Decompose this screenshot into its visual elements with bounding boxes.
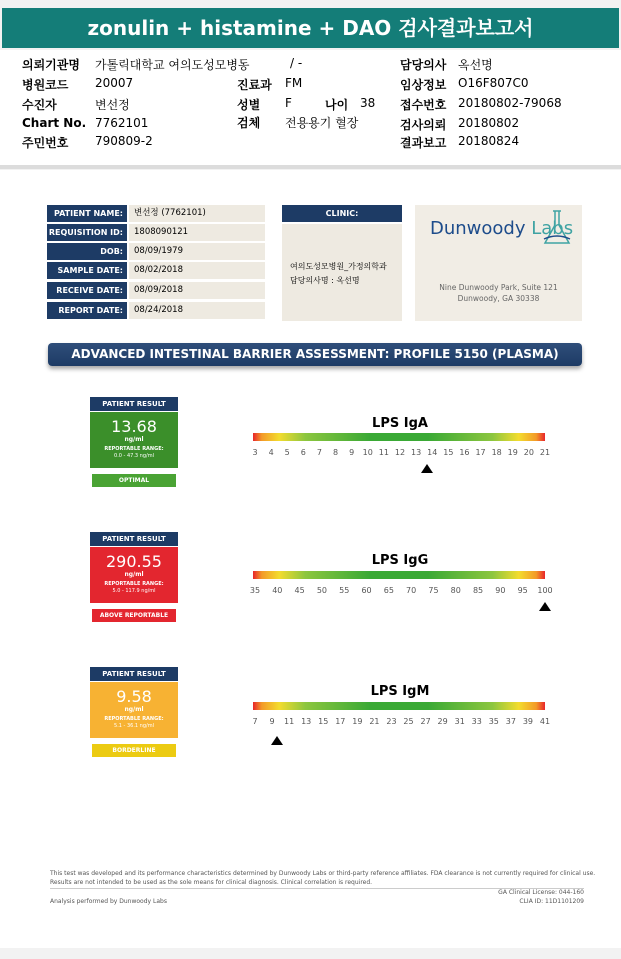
tick-label: 31 (454, 717, 465, 726)
tick-label: 7 (252, 717, 258, 726)
patient-name-value: 변선정 (7762101) (129, 205, 265, 222)
tick-label: 17 (475, 448, 486, 457)
result-header: PATIENT RESULT (90, 397, 178, 411)
institution-extra: / - (290, 56, 303, 70)
reportable-range-value: 5.0 - 117.9 ng/ml (112, 588, 156, 594)
patient-label: 수진자 (22, 98, 57, 112)
tick-label: 11 (378, 448, 389, 457)
gauge-lps-igm (250, 682, 550, 762)
tick-label: 29 (437, 717, 448, 726)
tick-label: 7 (316, 448, 322, 457)
gauge-title: LPS IgM (370, 684, 430, 699)
sample-date-label: SAMPLE DATE: (47, 262, 127, 279)
dob-value: 08/09/1979 (129, 243, 265, 260)
institution-value: 가톨릭대학교 여의도성모병동 (95, 58, 250, 72)
tick-label: 9 (349, 448, 355, 457)
lab-logo-sub: Labs (531, 218, 574, 239)
tick-label: 12 (394, 448, 406, 457)
tick-label: 41 (539, 717, 551, 726)
clinical-info-value: O16F807C0 (458, 76, 529, 90)
result-header: PATIENT RESULT (90, 532, 178, 546)
clinic-box (282, 224, 402, 321)
tick-label: 9 (269, 717, 275, 726)
result-value: 13.68 (111, 417, 157, 436)
lab-report-page (0, 170, 621, 948)
department-value: FM (285, 76, 303, 90)
result-value: 9.58 (116, 687, 152, 706)
sample-date-value: 08/02/2018 (129, 262, 265, 279)
tick-label: 70 (406, 586, 417, 595)
tick-label: 100 (537, 586, 553, 595)
result-value-box (90, 412, 178, 468)
lab-address-line1: Nine Dunwoody Park, Suite 121 (439, 283, 558, 292)
sex-value: F (285, 96, 292, 110)
disclaimer-line2: Results are not intended to be used as the sole means for clinical diagnosis. Clinical correlation is required. (50, 879, 373, 886)
assessment-banner: ADVANCED INTESTINAL BARRIER ASSESSMENT: PROFILE 5150 (PLASMA) (48, 343, 582, 366)
tick-label: 65 (383, 586, 394, 595)
reportable-range-label: REPORTABLE RANGE: (104, 716, 164, 722)
lab-logo-main: Dunwoody (430, 218, 526, 239)
result-unit: ng/ml (124, 571, 144, 578)
institution-label: 의뢰기관명 (22, 58, 80, 72)
doctor-label: 담당의사 (400, 58, 447, 72)
tick-label: 50 (316, 586, 328, 595)
tick-label: 21 (369, 717, 380, 726)
gauge-bar (253, 571, 545, 579)
tick-label: 11 (284, 717, 295, 726)
performed-by: Analysis performed by Dunwoody Labs (50, 898, 167, 905)
receipt-no-value: 20180802-79068 (458, 96, 562, 110)
department-label: 진료과 (237, 78, 272, 92)
result-marker (421, 464, 433, 473)
flask-icon (542, 209, 572, 247)
result-value-box (90, 682, 178, 738)
reportable-range-value: 5.1 - 36.1 ng/ml (114, 723, 154, 729)
tick-label: 13 (301, 717, 312, 726)
result-unit: ng/ml (124, 436, 144, 443)
tick-label: 21 (539, 448, 551, 457)
tick-label: 17 (335, 717, 346, 726)
sex-label: 성별 (237, 98, 261, 112)
specimen-value: 전용용기 혈장 (285, 116, 359, 130)
ssn-value: 790809-2 (95, 134, 153, 148)
tick-label: 8 (333, 448, 339, 457)
request-label: 검사의뢰 (400, 118, 447, 132)
clinic-doctor: 담당의사명 : 옥선명 (290, 276, 360, 285)
result-status: BORDERLINE (92, 744, 176, 757)
report-header (0, 50, 621, 165)
tick-label: 35 (249, 586, 261, 595)
gauge-bar (253, 433, 545, 441)
result-card-lps-iga (90, 397, 178, 489)
ssn-label: 주민번호 (22, 136, 69, 150)
tick-label: 95 (517, 586, 528, 595)
receive-date-value: 08/09/2018 (129, 282, 265, 299)
license-line1: GA Clinical License: 044-160 (498, 889, 584, 896)
reportable-range-label: REPORTABLE RANGE: (104, 581, 164, 587)
gauge-bar (253, 702, 545, 710)
result-status: OPTIMAL (92, 474, 176, 487)
receive-date-label: RECEIVE DATE: (47, 282, 127, 299)
result-card-lps-igm (90, 667, 178, 759)
tick-label: 75 (428, 586, 439, 595)
tick-label: 27 (420, 717, 431, 726)
gauge-lps-igg (249, 549, 553, 629)
hospital-code-label: 병원코드 (22, 78, 69, 92)
report-title: zonulin + histamine + DAO 검사결과보고서 (2, 8, 619, 48)
tick-label: 18 (491, 448, 502, 457)
request-value: 20180802 (458, 116, 520, 130)
disclaimer-line1: This test was developed and its performance characteristics determined by Dunwoody Labs or third-party reference affiliates. FDA clearance is not currently required for clinical use. (50, 870, 596, 877)
tick-label: 5 (284, 448, 290, 457)
tick-label: 15 (443, 448, 454, 457)
result-marker (539, 602, 551, 611)
tick-label: 10 (362, 448, 373, 457)
age-value: 38 (360, 96, 376, 110)
tick-label: 40 (272, 586, 283, 595)
clinical-info-label: 임상정보 (400, 78, 447, 92)
tick-label: 15 (318, 717, 329, 726)
gauge-lps-iga (250, 410, 550, 490)
reportable-range-label: REPORTABLE RANGE: (104, 446, 164, 452)
result-header: PATIENT RESULT (90, 667, 178, 681)
result-value: 290.55 (106, 552, 162, 571)
clinic-header: CLINIC: (282, 205, 402, 222)
result-card-lps-igg (90, 532, 178, 632)
report-date-label: REPORT DATE: (47, 302, 127, 319)
dob-label: DOB: (47, 243, 127, 260)
clinic-name: 여의도성모병원_가정의학과 (290, 262, 387, 271)
tick-label: 33 (471, 717, 482, 726)
doctor-value: 옥선명 (458, 58, 493, 72)
tick-label: 37 (505, 717, 516, 726)
tick-label: 19 (352, 717, 363, 726)
specimen-label: 검체 (237, 116, 261, 130)
page-bottom-margin (0, 948, 621, 959)
report-label: 결과보고 (400, 136, 447, 150)
tick-label: 39 (522, 717, 534, 726)
result-unit: ng/ml (124, 706, 144, 713)
gauge-title: LPS IgA (372, 416, 428, 431)
tick-label: 35 (488, 717, 499, 726)
gauge-title: LPS IgG (371, 553, 429, 568)
tick-label: 13 (411, 448, 422, 457)
tick-label: 14 (427, 448, 438, 457)
tick-label: 6 (300, 448, 306, 457)
tick-label: 3 (252, 448, 258, 457)
receipt-no-label: 접수번호 (400, 98, 447, 112)
hospital-code-value: 20007 (95, 76, 134, 90)
tick-label: 80 (450, 586, 461, 595)
tick-label: 23 (386, 717, 397, 726)
lab-address-line2: Dunwoody, GA 30338 (457, 294, 540, 303)
result-value-box (90, 547, 178, 603)
patient-value: 변선정 (95, 98, 130, 112)
result-marker (271, 736, 283, 745)
tick-label: 85 (472, 586, 484, 595)
tick-label: 20 (523, 448, 534, 457)
tick-label: 60 (361, 586, 372, 595)
tick-label: 16 (459, 448, 470, 457)
tick-label: 25 (403, 717, 414, 726)
requisition-id-value: 1808090121 (129, 224, 265, 241)
patient-name-label: PATIENT NAME: (47, 205, 127, 222)
report-date-value: 08/24/2018 (129, 302, 265, 319)
report-value: 20180824 (458, 134, 520, 148)
lab-info-box (415, 205, 582, 321)
tick-label: 19 (507, 448, 518, 457)
chart-label: Chart No. (22, 116, 87, 130)
tick-label: 90 (495, 586, 506, 595)
result-status: ABOVE REPORTABLE RANGE (92, 609, 176, 622)
requisition-id-label: REQUISITION ID: (47, 224, 127, 241)
tick-label: 55 (339, 586, 350, 595)
tick-label: 4 (268, 448, 274, 457)
license-line2: CLIA ID: 11D1101209 (519, 898, 584, 905)
chart-value: 7762101 (95, 116, 149, 130)
age-label: 나이 (325, 98, 349, 112)
tick-label: 45 (294, 586, 305, 595)
header-divider (0, 165, 621, 169)
reportable-range-value: 0.0 - 47.3 ng/ml (114, 453, 154, 459)
